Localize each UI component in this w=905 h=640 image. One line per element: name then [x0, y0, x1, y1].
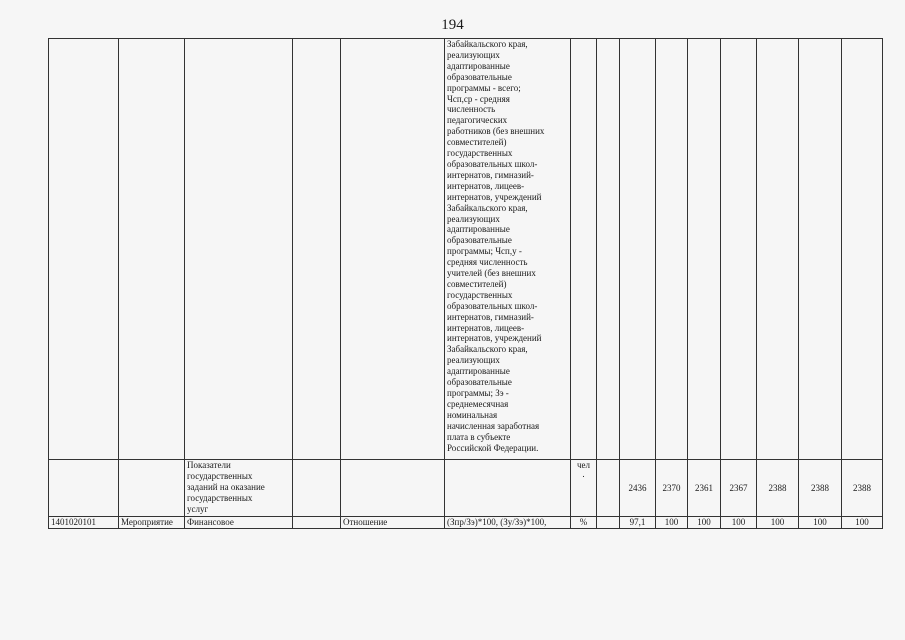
- cell-blank: [293, 517, 341, 529]
- cell-code: [49, 39, 119, 460]
- cell-blank: [293, 39, 341, 460]
- cell-formula: (Зпр/Зэ)*100, (Зу/Зэ)*100,: [445, 517, 571, 529]
- cell-name: [185, 39, 293, 460]
- cell-name: Показатели государственных заданий на оказание государственных услуг: [185, 460, 293, 517]
- cell-unit: [571, 460, 597, 517]
- cell-value: [597, 517, 620, 529]
- table-row: [49, 517, 883, 529]
- cell-value: 100: [799, 517, 842, 529]
- cell-value: [620, 39, 656, 460]
- cell-value: 2436: [620, 460, 656, 517]
- cell-value: [656, 39, 688, 460]
- table-row: [49, 460, 883, 517]
- cell-value: 100: [842, 517, 883, 529]
- cell-value: [597, 39, 620, 460]
- cell-type: Мероприятие: [119, 517, 185, 529]
- unit-label: чел: [576, 460, 590, 470]
- cell-value: [799, 39, 842, 460]
- page-number: 194: [441, 17, 464, 33]
- cell-value: 100: [656, 517, 688, 529]
- cell-value: [688, 39, 721, 460]
- cell-value: 2388: [842, 460, 883, 517]
- cell-value: 2367: [721, 460, 757, 517]
- cell-value: [757, 39, 799, 460]
- cell-indicator: Отношение: [341, 517, 445, 529]
- cell-value: [597, 460, 620, 517]
- cell-value: 100: [688, 517, 721, 529]
- cell-value: 100: [721, 517, 757, 529]
- cell-value: 2361: [688, 460, 721, 517]
- cell-value: 100: [757, 517, 799, 529]
- cell-indicator: [341, 460, 445, 517]
- cell-formula: [445, 460, 571, 517]
- table-row: [49, 39, 883, 460]
- cell-value: 97,1: [620, 517, 656, 529]
- cell-code: [49, 460, 119, 517]
- cell-type: [119, 460, 185, 517]
- program-indicators-table: [48, 38, 883, 529]
- cell-formula: Забайкальского края, реализующих адаптированные образовательные программы - всего; Чсп,ср - средняя численность педагогических работников (без внешних совместителей) государственных образовательных школ- интернатов, гимназий- интернатов, лицеев- интернатов, учреждений Забайкальского края, реализующих адаптированные образовательные программы; Чсп,у - средняя численность учителей (без внешних совместителей) государственных образовательных школ- интернатов, гимназий- интернатов, лицеев- интернатов, учреждений Забайкальского края, реализующих адаптированные образовательные программы; Зэ - среднемесячная номинальная начисленная заработная плата в субъекте Российской Федерации.: [445, 39, 571, 460]
- cell-name: Финансовое: [185, 517, 293, 529]
- cell-blank: [293, 460, 341, 517]
- cell-unit: [571, 39, 597, 460]
- unit-mark: .: [582, 468, 585, 479]
- cell-unit: %: [571, 517, 597, 529]
- cell-value: [842, 39, 883, 460]
- cell-value: 2388: [799, 460, 842, 517]
- cell-code: 1401020101: [49, 517, 119, 529]
- cell-indicator: [341, 39, 445, 460]
- cell-value: 2370: [656, 460, 688, 517]
- cell-value: 2388: [757, 460, 799, 517]
- cell-type: [119, 39, 185, 460]
- cell-value: [721, 39, 757, 460]
